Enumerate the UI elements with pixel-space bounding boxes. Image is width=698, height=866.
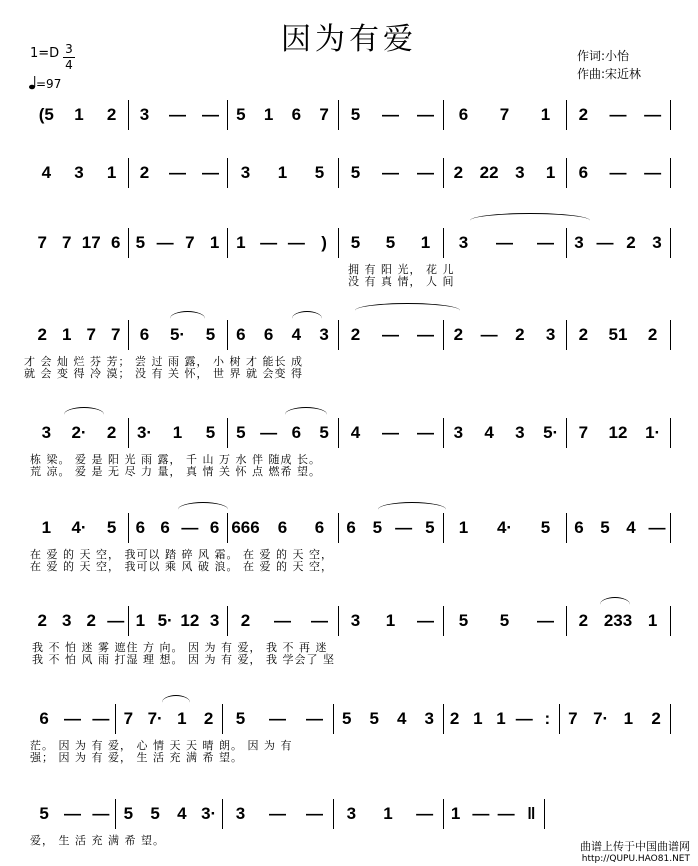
credits bbox=[577, 47, 642, 81]
note: — bbox=[382, 325, 399, 344]
note: — bbox=[169, 163, 186, 182]
note: 2 bbox=[515, 325, 525, 344]
bar-line bbox=[227, 100, 228, 130]
note: 3 bbox=[74, 163, 84, 182]
lyrics-verse-2: 强； 因 为 有 爱， 生 活 充 满 希 望。 bbox=[30, 751, 243, 764]
note: 5 bbox=[350, 233, 361, 252]
note: — bbox=[202, 163, 219, 182]
note: — bbox=[515, 709, 533, 728]
note: 2 bbox=[578, 611, 589, 630]
note: 1 bbox=[458, 518, 469, 537]
note: 4 bbox=[41, 163, 52, 182]
bar-line bbox=[443, 513, 444, 543]
note: 1 bbox=[177, 709, 187, 728]
note: — bbox=[382, 105, 399, 124]
note: 3 bbox=[515, 163, 525, 182]
note: 5 bbox=[314, 163, 325, 182]
note: (5 bbox=[38, 105, 54, 124]
note: — bbox=[287, 233, 305, 252]
bar-line bbox=[566, 158, 567, 188]
note: — bbox=[417, 423, 434, 442]
note: ‖ bbox=[527, 804, 536, 823]
lyrics-verse-2: 荒 凉。 爱 是 无 尽 力 量， 真 情 关 怀 点 燃希 望。 bbox=[30, 465, 321, 478]
note: 3 bbox=[545, 325, 556, 344]
note: 5 bbox=[350, 163, 361, 182]
key-signature: 1=D bbox=[30, 46, 60, 61]
note: 5 bbox=[236, 105, 246, 124]
note: 7 bbox=[123, 709, 134, 728]
note: 5· bbox=[543, 423, 559, 442]
song-title: 因为有爱 bbox=[281, 22, 417, 57]
bar-line bbox=[566, 606, 567, 636]
note: 5 bbox=[425, 518, 435, 537]
note: — bbox=[644, 163, 662, 182]
note: 2 bbox=[139, 163, 150, 182]
bar-line bbox=[338, 100, 339, 130]
bar-line bbox=[544, 799, 545, 829]
bar-line bbox=[670, 228, 671, 258]
note: 2 bbox=[626, 233, 636, 252]
note: 6 bbox=[314, 518, 325, 537]
lyrics-verse-2: 我 不 怕 风 雨 打湿 理 想。 因 为 有 爱， 我 学会了 坚 bbox=[32, 653, 335, 666]
note: 2 bbox=[453, 325, 464, 344]
note: — bbox=[260, 423, 278, 442]
note: 3 bbox=[139, 105, 150, 124]
note: 7 bbox=[185, 233, 195, 252]
note: 6 bbox=[291, 423, 302, 442]
bar-line bbox=[222, 799, 223, 829]
note: 7 bbox=[578, 423, 589, 442]
note: 666 bbox=[231, 518, 260, 537]
bar-line bbox=[333, 799, 334, 829]
bar-line bbox=[128, 418, 129, 448]
note: 4 bbox=[291, 325, 302, 344]
note: 6 bbox=[139, 325, 150, 344]
note: — bbox=[416, 804, 434, 823]
note: 1 bbox=[450, 804, 461, 823]
bar-line bbox=[670, 704, 671, 734]
note: — bbox=[644, 105, 662, 124]
bar-line bbox=[222, 704, 223, 734]
note: — bbox=[417, 325, 434, 344]
lyrics-verse-1: 栋 梁。 爱 是 阳 光 雨 露， 千 山 万 水 伴 随成 长。 bbox=[30, 453, 321, 466]
bar-line bbox=[443, 320, 444, 350]
note: — bbox=[274, 611, 291, 630]
note: 3· bbox=[201, 804, 217, 823]
note: 7· bbox=[593, 709, 609, 728]
bar-line bbox=[670, 158, 671, 188]
tempo-value: =97 bbox=[36, 77, 62, 91]
lyrics-verse-2: 在 爱 的 天 空， 我可以 乘 风 破 浪。 在 爱 的 天 空， bbox=[30, 560, 333, 573]
lyrics-verse-2: 就 会 变 得 冷 漠； 没 有 关 怀， 世 界 就 会变 得 bbox=[24, 367, 303, 380]
bar-line bbox=[115, 799, 116, 829]
note: — bbox=[64, 709, 81, 728]
note: 6 bbox=[578, 163, 589, 182]
bar-line bbox=[670, 418, 671, 448]
note: — bbox=[596, 233, 614, 252]
note: — bbox=[537, 611, 554, 630]
composer: 作曲:宋近林 bbox=[577, 67, 642, 81]
note: 4 bbox=[350, 423, 361, 442]
note: — bbox=[472, 804, 490, 823]
lyrics-verse-1: 才 会 灿 烂 芬 芳； 尝 过 雨 露， 小 树 才 能长 成 bbox=[24, 355, 303, 368]
note: 3 bbox=[350, 611, 361, 630]
note: 2 bbox=[106, 105, 117, 124]
bar-line bbox=[670, 320, 671, 350]
note: 1 bbox=[106, 163, 117, 182]
note: 1 bbox=[647, 611, 658, 630]
note: 1 bbox=[74, 105, 84, 124]
bar-line bbox=[333, 704, 334, 734]
note: 6 bbox=[39, 709, 49, 728]
bar-line bbox=[670, 100, 671, 130]
bar-line bbox=[227, 158, 228, 188]
lyrics-verse-2: 没 有 真 情， 人 间 bbox=[348, 275, 455, 288]
note: : bbox=[544, 709, 551, 728]
note: 5 bbox=[135, 233, 146, 252]
note: 6 bbox=[135, 518, 146, 537]
bar-line bbox=[128, 228, 129, 258]
note: 5 bbox=[372, 518, 383, 537]
note: 5 bbox=[458, 611, 469, 630]
bar-line bbox=[566, 320, 567, 350]
note: 7 bbox=[62, 233, 72, 252]
note: — bbox=[496, 233, 513, 252]
note: 3 bbox=[515, 423, 525, 442]
note: 7 bbox=[37, 233, 47, 252]
note: 5 bbox=[235, 709, 246, 728]
note: 7 bbox=[86, 325, 96, 344]
footer-site: 曲谱上传于中国曲谱网 bbox=[580, 840, 690, 853]
note: 2 bbox=[203, 709, 214, 728]
note: 7 bbox=[568, 709, 578, 728]
bar-line bbox=[443, 100, 444, 130]
note: 2· bbox=[71, 423, 87, 442]
bar-line bbox=[338, 320, 339, 350]
note: — bbox=[417, 611, 434, 630]
bar-line bbox=[443, 704, 444, 734]
bar-line bbox=[128, 606, 129, 636]
note: 5 bbox=[236, 423, 246, 442]
note: 1 bbox=[263, 105, 274, 124]
note: 1 bbox=[277, 163, 288, 182]
note: 1 bbox=[135, 611, 146, 630]
note: — bbox=[269, 804, 286, 823]
note: — bbox=[306, 804, 323, 823]
quarter-note-icon bbox=[29, 76, 36, 90]
note: — bbox=[311, 611, 328, 630]
lyrics-verse-1: 在 爱 的 天 空， 我可以 踏 碎 风 霜。 在 爱 的 天 空， bbox=[30, 548, 333, 561]
slur-mark bbox=[162, 695, 190, 710]
note: 2 bbox=[240, 611, 251, 630]
note: 1 bbox=[385, 611, 396, 630]
time-denominator: 4 bbox=[65, 58, 73, 72]
bar-line bbox=[559, 704, 560, 734]
time-signature bbox=[63, 42, 75, 73]
note: 1 bbox=[496, 709, 506, 728]
note: 3 bbox=[62, 611, 72, 630]
slur-mark bbox=[470, 213, 590, 228]
note: 6 bbox=[277, 518, 288, 537]
bar-line bbox=[227, 228, 228, 258]
note: 6 bbox=[263, 325, 274, 344]
lyrics-verse-1: 我 不 怕 迷 雾 遮住 方 向。 因 为 有 爱， 我 不 再 迷 bbox=[32, 641, 328, 654]
note: 6 bbox=[458, 105, 469, 124]
time-numerator: 3 bbox=[63, 42, 75, 58]
bar-line bbox=[566, 100, 567, 130]
note: 5 bbox=[350, 105, 361, 124]
slur-mark bbox=[178, 502, 228, 517]
note: 5 bbox=[106, 518, 117, 537]
note: 3 bbox=[209, 611, 220, 630]
note: ) bbox=[321, 233, 327, 252]
note: 1 bbox=[209, 233, 220, 252]
note: — bbox=[260, 233, 278, 252]
slur-mark bbox=[285, 407, 327, 422]
note: 1 bbox=[420, 233, 431, 252]
note: 1 bbox=[172, 423, 183, 442]
note: 3 bbox=[41, 423, 52, 442]
note: — bbox=[92, 709, 110, 728]
note: — bbox=[181, 518, 199, 537]
note: 2 bbox=[106, 423, 117, 442]
note: 4 bbox=[484, 423, 494, 442]
bar-line bbox=[566, 513, 567, 543]
bar-line bbox=[227, 513, 228, 543]
bar-line bbox=[443, 606, 444, 636]
note: — bbox=[92, 804, 110, 823]
bar-line bbox=[338, 418, 339, 448]
bar-line bbox=[128, 320, 129, 350]
note: — bbox=[648, 518, 666, 537]
note: — bbox=[306, 709, 323, 728]
slur-mark bbox=[378, 502, 446, 517]
bar-line bbox=[338, 606, 339, 636]
bar-line bbox=[443, 799, 444, 829]
note: 5 bbox=[205, 423, 216, 442]
lyricist: 作词:小怡 bbox=[577, 49, 630, 63]
note: 3 bbox=[424, 709, 434, 728]
note: 2 bbox=[647, 325, 658, 344]
note: 17 bbox=[81, 233, 101, 252]
note: 2 bbox=[350, 325, 361, 344]
note: 2 bbox=[453, 163, 464, 182]
note: 5 bbox=[205, 325, 216, 344]
bar-line bbox=[670, 606, 671, 636]
note: 1 bbox=[41, 518, 52, 537]
tempo-marking bbox=[29, 76, 61, 91]
bar-line bbox=[338, 513, 339, 543]
bar-line bbox=[128, 100, 129, 130]
note: 4 bbox=[177, 804, 187, 823]
note: 7 bbox=[111, 325, 121, 344]
note: 6 bbox=[346, 518, 356, 537]
note: 2 bbox=[37, 611, 47, 630]
note: — bbox=[107, 611, 125, 630]
lyrics-verse-1: 茫。 因 为 有 爱， 心 情 天 天 晴 朗。 因 为 有 bbox=[30, 739, 293, 752]
bar-line bbox=[227, 418, 228, 448]
note: 1 bbox=[540, 105, 551, 124]
note: 22 bbox=[479, 163, 499, 182]
note: 6 bbox=[160, 518, 170, 537]
note: 3 bbox=[458, 233, 469, 252]
note: 1· bbox=[645, 423, 661, 442]
note: — bbox=[609, 105, 627, 124]
note: 6 bbox=[111, 233, 121, 252]
slur-mark bbox=[355, 303, 460, 318]
note: 2 bbox=[578, 105, 589, 124]
note: — bbox=[156, 233, 174, 252]
note: — bbox=[480, 325, 498, 344]
note: 3 bbox=[574, 233, 584, 252]
footer bbox=[580, 840, 690, 866]
bar-line bbox=[115, 704, 116, 734]
note: — bbox=[537, 233, 554, 252]
note: 5 bbox=[600, 518, 610, 537]
note: 5 bbox=[385, 233, 396, 252]
note: 4 bbox=[397, 709, 407, 728]
note: — bbox=[417, 163, 434, 182]
note: 12 bbox=[608, 423, 628, 442]
note: 2 bbox=[651, 709, 661, 728]
note: 2 bbox=[578, 325, 589, 344]
note: 5 bbox=[123, 804, 134, 823]
lyrics-verse-1: 爱， 生 活 充 满 希 望。 bbox=[30, 834, 165, 847]
note: — bbox=[64, 804, 81, 823]
note: 2 bbox=[37, 325, 47, 344]
footer-url: http://QUPU.HAO81.NET bbox=[581, 854, 690, 864]
note: 3 bbox=[453, 423, 464, 442]
note: 12 bbox=[180, 611, 200, 630]
note: — bbox=[269, 709, 286, 728]
bar-line bbox=[443, 158, 444, 188]
slur-mark bbox=[64, 407, 104, 422]
note: 233 bbox=[603, 611, 633, 630]
note: 7 bbox=[319, 105, 329, 124]
note: 5· bbox=[157, 611, 173, 630]
note: 5 bbox=[150, 804, 160, 823]
bar-line bbox=[566, 418, 567, 448]
note: 3· bbox=[136, 423, 153, 442]
note: 5 bbox=[540, 518, 551, 537]
bar-line bbox=[227, 606, 228, 636]
note: 1 bbox=[623, 709, 634, 728]
bar-line bbox=[670, 513, 671, 543]
note: — bbox=[169, 105, 186, 124]
bar-line bbox=[338, 228, 339, 258]
note: 5 bbox=[369, 709, 379, 728]
bar-line bbox=[227, 320, 228, 350]
bar-line bbox=[443, 418, 444, 448]
note: 6 bbox=[574, 518, 584, 537]
slur-mark bbox=[292, 311, 322, 326]
note: 2 bbox=[449, 709, 460, 728]
note: — bbox=[417, 105, 434, 124]
note: 3 bbox=[235, 804, 246, 823]
note: 5 bbox=[39, 804, 49, 823]
note: 1 bbox=[473, 709, 483, 728]
bar-line bbox=[338, 158, 339, 188]
note: 6 bbox=[291, 105, 302, 124]
note: 6 bbox=[236, 325, 246, 344]
bar-line bbox=[128, 513, 129, 543]
lyrics-verse-1: 拥 有 阳 光， 花 儿 bbox=[348, 263, 455, 276]
note: 1 bbox=[62, 325, 72, 344]
note: 5 bbox=[342, 709, 352, 728]
note: 6 bbox=[209, 518, 220, 537]
note: 1 bbox=[236, 233, 246, 252]
bar-line bbox=[128, 158, 129, 188]
note: 5 bbox=[499, 611, 510, 630]
note: 3 bbox=[319, 325, 329, 344]
bar-line bbox=[443, 228, 444, 258]
note: — bbox=[202, 105, 219, 124]
note: 4· bbox=[71, 518, 87, 537]
note: 5 bbox=[319, 423, 329, 442]
note: 2 bbox=[86, 611, 96, 630]
note: 4 bbox=[626, 518, 636, 537]
note: 7 bbox=[499, 105, 510, 124]
note: 1 bbox=[383, 804, 393, 823]
note: 3 bbox=[652, 233, 662, 252]
note: 51 bbox=[608, 325, 628, 344]
note: 1 bbox=[545, 163, 556, 182]
note: — bbox=[382, 163, 399, 182]
slur-mark bbox=[170, 311, 205, 326]
bar-line bbox=[566, 228, 567, 258]
note: 3 bbox=[346, 804, 357, 823]
note: — bbox=[497, 804, 515, 823]
note: 4· bbox=[496, 518, 513, 537]
note: — bbox=[609, 163, 627, 182]
note: — bbox=[395, 518, 413, 537]
note: — bbox=[382, 423, 399, 442]
note: 5· bbox=[169, 325, 186, 344]
note: 3 bbox=[240, 163, 251, 182]
note: 7· bbox=[147, 709, 163, 728]
slur-mark bbox=[600, 597, 630, 612]
